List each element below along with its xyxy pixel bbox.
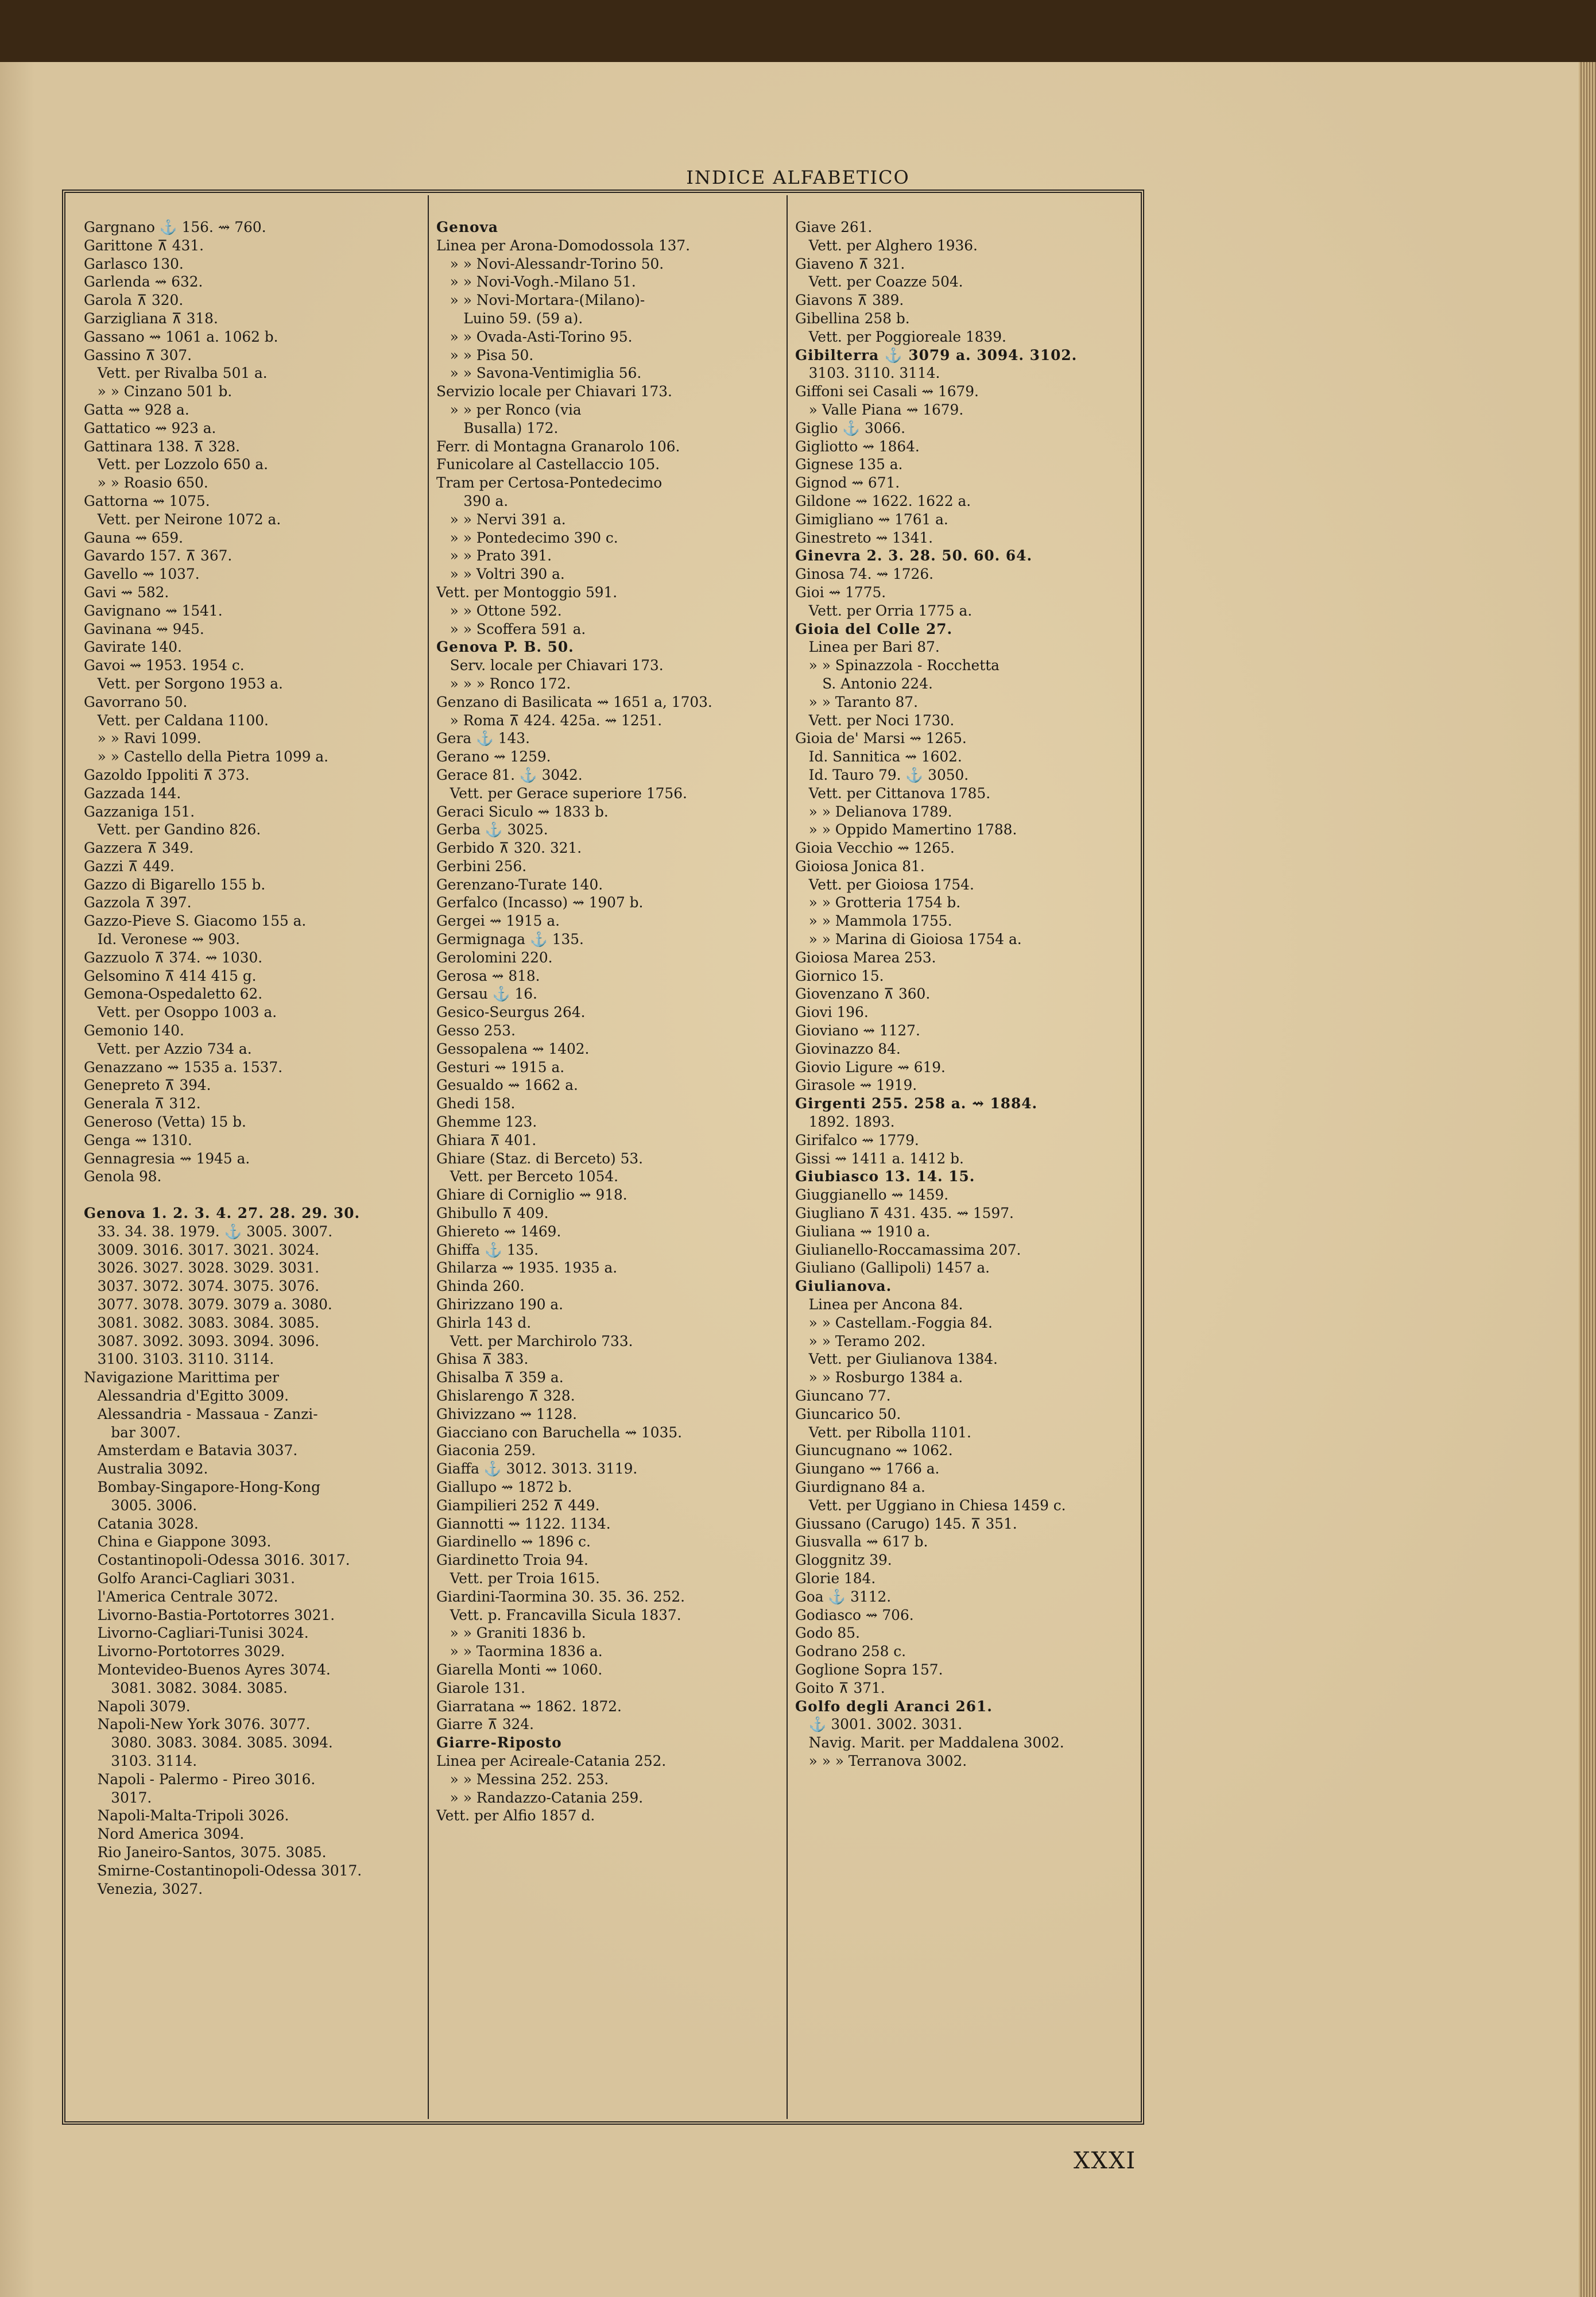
index-entry: China e Giappone 3093. (84, 1533, 272, 1550)
index-entry: Giglio ⚓ 3066. (795, 419, 906, 436)
index-entry: Vett. per Gandino 826. (84, 821, 261, 838)
index-entry: Venezia, 3027. (84, 1880, 203, 1897)
index-entry: Giarratana ⇝ 1862. 1872. (436, 1697, 622, 1715)
index-entry: Giffoni sei Casali ⇝ 1679. (795, 383, 979, 400)
index-entry: Gavi ⇝ 582. (84, 583, 169, 601)
index-entry: » » Prato 391. (436, 547, 552, 564)
index-entry: Gerbini 256. (436, 857, 527, 875)
index-entry: Gioiosa Jonica 81. (795, 857, 925, 875)
index-entry: Giardinetto Troia 94. (436, 1552, 588, 1569)
index-entry: Vett. per Ribolla 1101. (795, 1424, 971, 1441)
index-entry: Giornico 15. (795, 967, 884, 984)
index-entry: Funicolare al Castellaccio 105. (436, 456, 660, 473)
index-entry: Gersau ⚓ 16. (436, 985, 537, 1003)
index-entry: » » Castello della Pietra 1099 a. (84, 748, 329, 765)
index-entry: » » Novi-Vogh.-Milano 51. (436, 273, 636, 291)
index-entry: Godrano 258 c. (795, 1643, 907, 1660)
index-entry: Garola ⊼ 320. (84, 292, 184, 309)
index-entry: Busalla) 172. (436, 419, 559, 436)
index-entry: Gerfalco (Incasso) ⇝ 1907 b. (436, 894, 644, 911)
index-entry: Giubiasco 13. 14. 15. (795, 1168, 975, 1185)
index-entry: Gavoi ⇝ 1953. 1954 c. (84, 657, 245, 674)
index-entry: Gibellina 258 b. (795, 310, 910, 327)
index-entry: Linea per Ancona 84. (795, 1296, 963, 1313)
index-entry: Geraci Siculo ⇝ 1833 b. (436, 803, 609, 820)
index-entry: 33. 34. 38. 1979. ⚓ 3005. 3007. (84, 1223, 333, 1240)
index-entry: Giuncarico 50. (795, 1405, 901, 1422)
index-entry: Gavardo 157. ⊼ 367. (84, 547, 233, 564)
index-entry: Vett. per Lozzolo 650 a. (84, 456, 269, 473)
index-entry: Giuncugnano ⇝ 1062. (795, 1442, 953, 1459)
index-entry: Genola 98. (84, 1168, 162, 1185)
index-entry: Id. Sannitica ⇝ 1602. (795, 748, 962, 765)
index-entry: Girifalco ⇝ 1779. (795, 1131, 919, 1148)
index-entry: Ghilarza ⇝ 1935. 1935 a. (436, 1259, 618, 1277)
index-column-3 (795, 218, 1140, 2085)
index-entry: Montevideo-Buenos Ayres 3074. (84, 1661, 331, 1678)
index-entry: Genepreto ⊼ 394. (84, 1077, 211, 1094)
index-entry: Ghinda 260. (436, 1278, 525, 1295)
index-entry: Navig. Marit. per Maddalena 3002. (795, 1734, 1064, 1751)
index-entry: Australia 3092. (84, 1460, 208, 1478)
index-entry: » » Grotteria 1754 b. (795, 894, 961, 911)
index-entry: 3009. 3016. 3017. 3021. 3024. (84, 1241, 320, 1258)
index-entry: Giuliana ⇝ 1910 a. (795, 1223, 931, 1240)
index-entry: » » Delianova 1789. (795, 803, 952, 820)
index-entry: Giurdignano 84 a. (795, 1478, 925, 1495)
index-entry: Napoli - Palermo - Pireo 3016. (84, 1770, 316, 1788)
index-entry: Gesualdo ⇝ 1662 a. (436, 1077, 578, 1094)
index-entry: 3103. 3110. 3114. (795, 365, 940, 382)
index-entry: Vett. per Alfio 1857 d. (436, 1807, 595, 1824)
index-entry: Vett. per Neirone 1072 a. (84, 511, 281, 528)
index-entry: Gatta ⇝ 928 a. (84, 401, 189, 418)
index-entry: Vett. per Osoppo 1003 a. (84, 1004, 277, 1021)
index-entry: Giarole 131. (436, 1679, 526, 1696)
index-entry: Ghiereto ⇝ 1469. (436, 1223, 561, 1240)
index-entry: 1892. 1893. (795, 1113, 895, 1131)
index-entry: Ginevra 2. 3. 28. 50. 60. 64. (795, 547, 1033, 564)
index-entry: Garlenda ⇝ 632. (84, 273, 203, 291)
index-entry: Ghedi 158. (436, 1095, 516, 1112)
index-entry: Genazzano ⇝ 1535 a. 1537. (84, 1058, 283, 1076)
index-entry: Gerosa ⇝ 818. (436, 967, 540, 984)
index-entry: Amsterdam e Batavia 3037. (84, 1442, 298, 1459)
index-entry: Gigliotto ⇝ 1864. (795, 438, 920, 455)
index-entry: Girasole ⇝ 1919. (795, 1077, 917, 1094)
index-entry: Giaffa ⚓ 3012. 3013. 3119. (436, 1460, 638, 1478)
index-entry: » » Novi-Mortara-(Milano)- (436, 292, 645, 309)
index-entry: Godo 85. (795, 1625, 860, 1642)
index-entry: Ghirla 143 d. (436, 1314, 532, 1331)
index-entry: Vett. per Noci 1730. (795, 711, 955, 729)
index-entry: Vett. per Giulianova 1384. (795, 1351, 998, 1368)
index-entry: Gargnano ⚓ 156. ⇝ 760. (84, 219, 266, 235)
index-entry: » Valle Piana ⇝ 1679. (795, 401, 964, 418)
index-entry: Gattorna ⇝ 1075. (84, 492, 210, 509)
index-entry: Gemonio 140. (84, 1022, 184, 1039)
index-entry: Giave 261. (795, 219, 873, 235)
index-entry: » » Teramo 202. (795, 1332, 926, 1349)
index-entry: Ghemme 123. (436, 1113, 537, 1131)
index-entry: Ghirizzano 190 a. (436, 1296, 564, 1313)
index-entry: Navigazione Marittima per (84, 1369, 279, 1386)
index-entry: Gassano ⇝ 1061 a. 1062 b. (84, 328, 278, 345)
index-entry: Ginosa 74. ⇝ 1726. (795, 566, 933, 583)
index-entry: Id. Veronese ⇝ 903. (84, 931, 240, 948)
index-entry: Giaconia 259. (436, 1442, 536, 1459)
index-entry: » » Scoffera 591 a. (436, 620, 586, 637)
index-entry: Vett. per Sorgono 1953 a. (84, 675, 283, 692)
index-entry: Gazzada 144. (84, 784, 181, 802)
index-entry: » » Ravi 1099. (84, 730, 202, 747)
index-entry: Golfo degli Aranci 261. (795, 1697, 993, 1715)
index-entry: Napoli-Malta-Tripoli 3026. (84, 1807, 289, 1824)
index-column-1 (84, 218, 428, 2085)
index-entry: Giardinello ⇝ 1896 c. (436, 1533, 591, 1550)
index-entry: Germignaga ⚓ 135. (436, 931, 584, 948)
index-entry: » » » Terranova 3002. (795, 1752, 967, 1769)
index-entry: Luino 59. (59 a). (436, 310, 583, 327)
index-entry: Vett. per Uggiano in Chiesa 1459 c. (795, 1496, 1066, 1514)
index-entry: Gesico-Seurgus 264. (436, 1004, 586, 1021)
index-entry: Vett. per Poggioreale 1839. (795, 328, 1006, 345)
index-entry: Gavello ⇝ 1037. (84, 566, 200, 583)
index-entry: Gattinara 138. ⊼ 328. (84, 438, 241, 455)
index-entry: Giugliano ⊼ 431. 435. ⇝ 1597. (795, 1205, 1014, 1222)
index-entry: Giuncano 77. (795, 1387, 891, 1404)
index-entry: Napoli 3079. (84, 1697, 191, 1715)
index-entry: Nord America 3094. (84, 1826, 245, 1843)
index-entry: Giuliano (Gallipoli) 1457 a. (795, 1259, 990, 1277)
index-entry: Giaveno ⊼ 321. (795, 255, 905, 272)
index-entry: Linea per Arona-Domodossola 137. (436, 237, 691, 254)
index-entry: Giarella Monti ⇝ 1060. (436, 1661, 603, 1678)
index-entry: » » Roasio 650. (84, 474, 208, 492)
index-entry: Gavirate 140. (84, 639, 182, 656)
index-entry: Genova 1. 2. 3. 4. 27. 28. 29. 30. (84, 1205, 361, 1222)
index-entry: » » » Ronco 172. (436, 675, 571, 692)
index-entry: Bombay-Singapore-Hong-Kong (84, 1478, 321, 1495)
index-entry: 3100. 3103. 3110. 3114. (84, 1351, 274, 1368)
index-entry: Garittone ⊼ 431. (84, 237, 204, 254)
index-entry: Gioia del Colle 27. (795, 620, 953, 637)
index-entry: Ghislarengo ⊼ 328. (436, 1387, 575, 1404)
index-entry: » » Taormina 1836 a. (436, 1643, 603, 1660)
index-entry: » » Messina 252. 253. (436, 1770, 609, 1788)
index-entry: Vett. per Berceto 1054. (436, 1168, 619, 1185)
index-entry: » » Nervi 391 a. (436, 511, 566, 528)
index-entry: Giovio Ligure ⇝ 619. (795, 1058, 946, 1076)
index-entry: Gauna ⇝ 659. (84, 529, 184, 546)
index-entry: » Roma ⊼ 424. 425a. ⇝ 1251. (436, 711, 663, 729)
index-entry: » » Castellam.-Foggia 84. (795, 1314, 993, 1331)
index-entry: » » Randazzo-Catania 259. (436, 1789, 644, 1806)
index-entry: Golfo Aranci-Cagliari 3031. (84, 1569, 295, 1587)
index-entry: Costantinopoli-Odessa 3016. 3017. (84, 1552, 350, 1569)
index-entry: 3017. (84, 1789, 152, 1806)
index-entry: Gennagresia ⇝ 1945 a. (84, 1150, 250, 1167)
index-entry: Gavinana ⇝ 945. (84, 620, 204, 637)
index-entry: Gerenzano-Turate 140. (436, 876, 603, 893)
index-entry: Gazoldo Ippoliti ⊼ 373. (84, 766, 250, 783)
index-entry: Giussano (Carugo) 145. ⊼ 351. (795, 1515, 1017, 1532)
index-entry: Gazzi ⊼ 449. (84, 857, 175, 875)
index-entry: Genzano di Basilicata ⇝ 1651 a, 1703. (436, 693, 712, 710)
index-entry: Livorno-Bastia-Portotorres 3021. (84, 1606, 335, 1623)
index-entry: Glorie 184. (795, 1569, 876, 1587)
index-entry: Goito ⊼ 371. (795, 1679, 885, 1696)
index-entry: Gildone ⇝ 1622. 1622 a. (795, 492, 971, 509)
index-entry: Gerbido ⊼ 320. 321. (436, 840, 582, 857)
index-entry (84, 1186, 428, 1204)
index-entry: Gavorrano 50. (84, 693, 188, 710)
index-entry: Gioi ⇝ 1775. (795, 583, 886, 601)
index-entry: Giampilieri 252 ⊼ 449. (436, 1496, 600, 1514)
index-entry: Gerba ⚓ 3025. (436, 821, 548, 838)
index-entry: Giacciano con Baruchella ⇝ 1035. (436, 1424, 683, 1441)
index-entry: Ginestreto ⇝ 1341. (795, 529, 933, 546)
index-entry: Ferr. di Montagna Granarolo 106. (436, 438, 680, 455)
index-entry: Linea per Acireale-Catania 252. (436, 1752, 667, 1769)
index-entry: Vett. per Alghero 1936. (795, 237, 978, 254)
index-entry: Giusvalla ⇝ 617 b. (795, 1533, 928, 1550)
index-entry: » » Pisa 50. (436, 346, 534, 364)
index-entry: Gelsomino ⊼ 414 415 g. (84, 967, 257, 984)
index-entry: Vett. per Gerace superiore 1756. (436, 784, 687, 802)
index-entry: » » Taranto 87. (795, 693, 918, 710)
index-entry: Gloggnitz 39. (795, 1552, 892, 1569)
index-entry: Gibilterra ⚓ 3079 a. 3094. 3102. (795, 346, 1078, 364)
index-entry: S. Antonio 224. (795, 675, 933, 692)
index-entry: Vett. per Azzio 734 a. (84, 1040, 252, 1057)
index-entry: Gera ⚓ 143. (436, 730, 530, 747)
index-entry: Ghiara ⊼ 401. (436, 1131, 537, 1148)
index-entry: Gazzaniga 151. (84, 803, 195, 820)
index-entry: Gazzo di Bigarello 155 b. (84, 876, 266, 893)
index-entry: Gignod ⇝ 671. (795, 474, 900, 492)
index-entry: » » Spinazzola - Rocchetta (795, 657, 1000, 674)
index-entry: Id. Tauro 79. ⚓ 3050. (795, 766, 969, 783)
index-entry: Gavignano ⇝ 1541. (84, 602, 223, 619)
index-entry: Giardini-Taormina 30. 35. 36. 252. (436, 1588, 685, 1605)
page-edge (1579, 62, 1596, 2297)
index-entry: bar 3007. (84, 1424, 181, 1441)
index-entry: Vett. per Coazze 504. (795, 273, 963, 291)
index-entry: Ghiffa ⚓ 135. (436, 1241, 539, 1258)
index-entry: » » Graniti 1836 b. (436, 1625, 586, 1642)
index-entry: Vett. per Montoggio 591. (436, 583, 618, 601)
index-entry: Giungano ⇝ 1766 a. (795, 1460, 940, 1478)
index-entry: » » Rosburgo 1384 a. (795, 1369, 963, 1386)
index-entry: Gergei ⇝ 1915 a. (436, 912, 560, 930)
index-entry: Gesturi ⇝ 1915 a. (436, 1058, 565, 1076)
index-entry: Giallupo ⇝ 1872 b. (436, 1478, 572, 1495)
index-entry: Gazzera ⊼ 349. (84, 840, 194, 857)
index-entry: Servizio locale per Chiavari 173. (436, 383, 672, 400)
index-entry: Giovinazzo 84. (795, 1040, 901, 1057)
index-entry: Giuggianello ⇝ 1459. (795, 1186, 949, 1204)
index-entry: Gioviano ⇝ 1127. (795, 1022, 920, 1039)
index-entry: » » Savona-Ventimiglia 56. (436, 365, 642, 382)
index-entry: Vett. per Gioiosa 1754. (795, 876, 974, 893)
index-entry: Giarre ⊼ 324. (436, 1716, 534, 1733)
index-entry: 3037. 3072. 3074. 3075. 3076. (84, 1278, 320, 1295)
index-entry: 3081. 3082. 3083. 3084. 3085. (84, 1314, 320, 1331)
index-entry: Serv. locale per Chiavari 173. (436, 657, 664, 674)
index-entry: Ghisa ⊼ 383. (436, 1351, 529, 1368)
index-entry: » » Pontedecimo 390 c. (436, 529, 618, 546)
index-entry: Ghiare (Staz. di Berceto) 53. (436, 1150, 644, 1167)
index-entry: Giovi 196. (795, 1004, 869, 1021)
index-entry: Godiasco ⇝ 706. (795, 1606, 914, 1623)
index-entry: Gassino ⊼ 307. (84, 346, 192, 364)
index-entry: Giannotti ⇝ 1122. 1134. (436, 1515, 611, 1532)
index-entry: Vett. per Cittanova 1785. (795, 784, 991, 802)
index-entry: Gerace 81. ⚓ 3042. (436, 766, 583, 783)
index-entry: ⚓ 3001. 3002. 3031. (795, 1716, 963, 1733)
index-entry: 3026. 3027. 3028. 3029. 3031. (84, 1259, 320, 1277)
index-entry: Genova P. B. 50. (436, 639, 574, 656)
index-entry: Giavons ⊼ 389. (795, 292, 904, 309)
index-entry: Vett. per Troia 1615. (436, 1569, 600, 1587)
index-entry: Tram per Certosa-Pontedecimo (436, 474, 663, 492)
index-entry: 390 a. (436, 492, 509, 509)
index-entry: Vett. per Marchirolo 733. (436, 1332, 633, 1349)
index-entry: » » Oppido Mamertino 1788. (795, 821, 1017, 838)
index-entry: Livorno-Cagliari-Tunisi 3024. (84, 1625, 309, 1642)
index-entry: Girgenti 255. 258 a. ⇝ 1884. (795, 1095, 1038, 1112)
index-entry: Gessopalena ⇝ 1402. (436, 1040, 590, 1057)
index-entry: Giovenzano ⊼ 360. (795, 985, 931, 1003)
index-entry: Gerolomini 220. (436, 949, 553, 966)
index-entry: Garlasco 130. (84, 255, 184, 272)
index-entry: Garzigliana ⊼ 318. (84, 310, 218, 327)
index-entry: » » per Ronco (via (436, 401, 582, 418)
index-column-2 (436, 218, 781, 2085)
index-entry: Napoli-New York 3076. 3077. (84, 1716, 311, 1733)
index-entry: Genova (436, 219, 498, 235)
index-entry: Goglione Sopra 157. (795, 1661, 943, 1678)
index-entry: Livorno-Portotorres 3029. (84, 1643, 285, 1660)
index-entry: Genga ⇝ 1310. (84, 1131, 192, 1148)
index-entry: 3077. 3078. 3079. 3079 a. 3080. (84, 1296, 332, 1313)
index-entry: » » Cinzano 501 b. (84, 383, 233, 400)
index-entry: 3087. 3092. 3093. 3094. 3096. (84, 1332, 320, 1349)
index-entry: Gazzo-Pieve S. Giacomo 155 a. (84, 912, 307, 930)
index-entry: Gignese 135 a. (795, 456, 903, 473)
index-entry: Vett. per Rivalba 501 a. (84, 365, 268, 382)
index-entry: Gazzola ⊼ 397. (84, 894, 192, 911)
index-entry: Gissi ⇝ 1411 a. 1412 b. (795, 1150, 964, 1167)
index-entry: Gattatico ⇝ 923 a. (84, 419, 216, 436)
index-entry: Gioia de' Marsi ⇝ 1265. (795, 730, 967, 747)
index-entry: 3081. 3082. 3084. 3085. (84, 1679, 288, 1696)
running-head: INDICE ALFABETICO (686, 167, 910, 188)
index-entry: » » Ovada-Asti-Torino 95. (436, 328, 633, 345)
column-rule (787, 195, 788, 2119)
index-entry: » » Marina di Gioiosa 1754 a. (795, 931, 1022, 948)
index-entry: » » Mammola 1755. (795, 912, 952, 930)
index-entry: Gerano ⇝ 1259. (436, 748, 551, 765)
index-entry: Gemona-Ospedaletto 62. (84, 985, 263, 1003)
index-entry: Alessandria d'Egitto 3009. (84, 1387, 289, 1404)
page-number: XXXI (1074, 2148, 1137, 2174)
index-entry: Gioiosa Marea 253. (795, 949, 936, 966)
index-entry: Rio Janeiro-Santos, 3075. 3085. (84, 1843, 327, 1861)
index-entry: Vett. p. Francavilla Sicula 1837. (436, 1606, 681, 1623)
index-entry: Giulianello-Roccamassima 207. (795, 1241, 1021, 1258)
index-entry: Vett. per Orria 1775 a. (795, 602, 973, 619)
index-entry: Gazzuolo ⊼ 374. ⇝ 1030. (84, 949, 263, 966)
index-entry: Linea per Bari 87. (795, 639, 940, 656)
index-entry: Generala ⊼ 312. (84, 1095, 201, 1112)
index-entry: Ghivizzano ⇝ 1128. (436, 1405, 577, 1422)
index-entry: Smirne-Costantinopoli-Odessa 3017. (84, 1862, 362, 1879)
index-entry: Giulianova. (795, 1278, 892, 1295)
index-entry: Vett. per Caldana 1100. (84, 711, 269, 729)
index-entry: Ghibullo ⊼ 409. (436, 1205, 549, 1222)
index-entry: Giarre-Riposto (436, 1734, 562, 1751)
index-entry: Gimigliano ⇝ 1761 a. (795, 511, 948, 528)
index-entry: Goa ⚓ 3112. (795, 1588, 892, 1605)
index-entry: Gioia Vecchio ⇝ 1265. (795, 840, 955, 857)
index-entry: » » Novi-Alessandr-Torino 50. (436, 255, 664, 272)
index-entry: 3005. 3006. (84, 1496, 197, 1514)
index-entry: Catania 3028. (84, 1515, 199, 1532)
index-entry: l'America Centrale 3072. (84, 1588, 278, 1605)
index-entry: Alessandria - Massaua - Zanzi- (84, 1405, 318, 1422)
index-entry: Ghisalba ⊼ 359 a. (436, 1369, 564, 1386)
index-entry: Generoso (Vetta) 15 b. (84, 1113, 246, 1131)
index-entry: » » Voltri 390 a. (436, 566, 565, 583)
index-entry: 3103. 3114. (84, 1752, 197, 1769)
index-entry: Gesso 253. (436, 1022, 516, 1039)
index-entry: Ghiare di Corniglio ⇝ 918. (436, 1186, 627, 1204)
index-entry: » » Ottone 592. (436, 602, 562, 619)
index-entry: 3080. 3083. 3084. 3085. 3094. (84, 1734, 333, 1751)
